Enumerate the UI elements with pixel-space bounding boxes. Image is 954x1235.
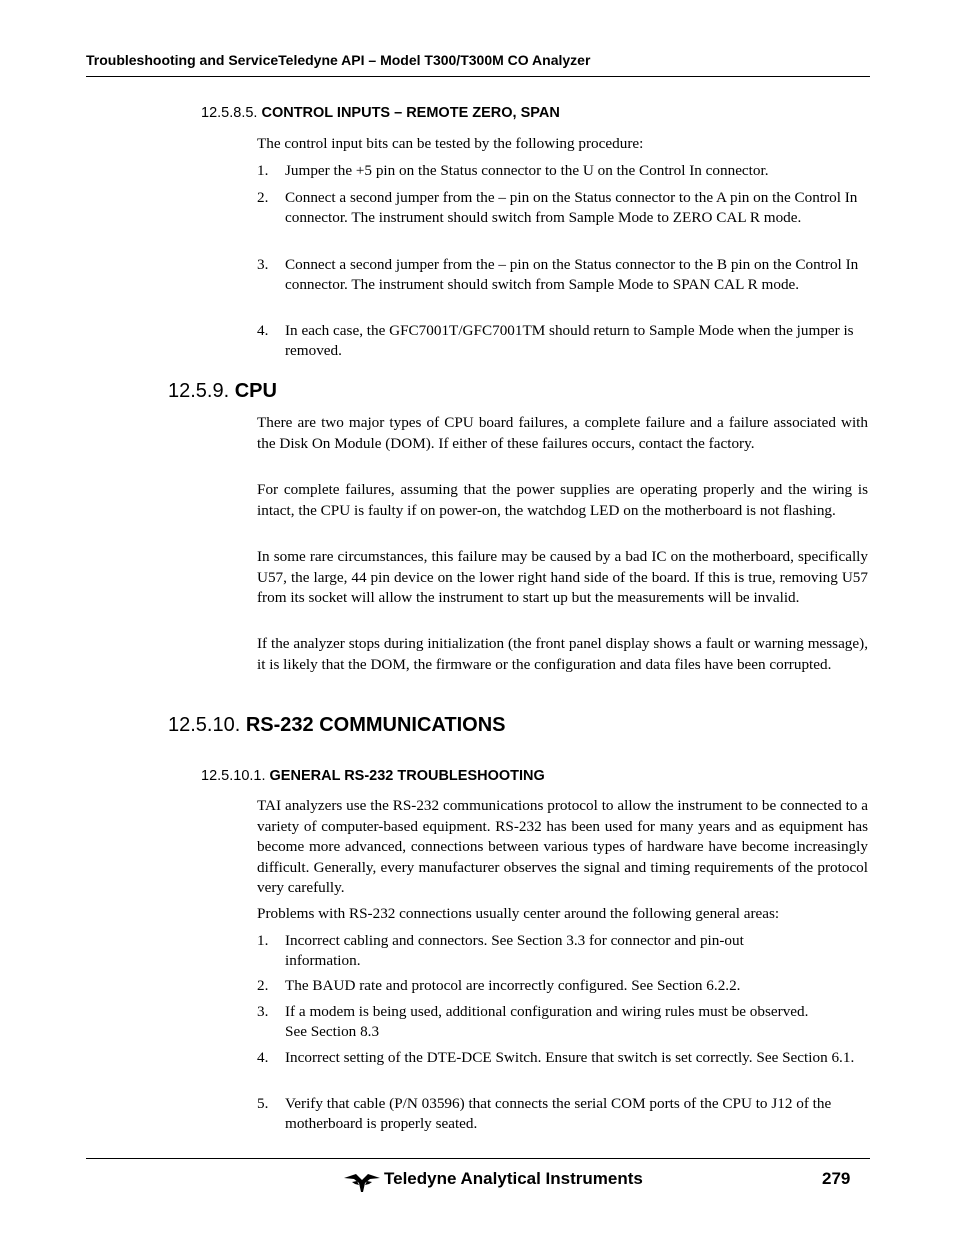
section-title: CPU: [234, 380, 277, 402]
cpu-paragraph: For complete failures, assuming that the power supplies are operating properly and the wiring is intact, the CPU is faulty if on power-on, the watchdog LED on the motherboard is not flashing.: [257, 481, 868, 519]
list-text: In each case, the GFC7001T/GFC7001TM should return to Sample Mode when the jumper is removed.: [285, 322, 854, 359]
list-text: Connect a second jumper from the – pin on the Status connector to the A pin on the Control In connector. The instrument should switch from Sample Mode to ZERO CAL R mode.: [285, 189, 858, 226]
list-item: [257, 1094, 868, 1134]
section-heading-12-5-10: [168, 714, 506, 737]
footer-company: Teledyne Analytical Instruments: [384, 1169, 643, 1188]
cpu-paragraph: In some rare circumstances, this failure may be caused by a bad IC on the motherboard, specifically U57, the large, 44 pin device on the lower right hand side of the board. If this is true, removing U57 from its socket will allow the instrument to start up but the measurements will be invalid.: [257, 548, 868, 606]
list-number: 2.: [257, 189, 269, 206]
section-title: GENERAL RS-232 TROUBLESHOOTING: [269, 768, 545, 784]
list-item: [257, 321, 868, 361]
section-heading-12-5-10-1: [201, 768, 545, 784]
list-text: Incorrect cabling and connectors. See Section 3.3 for connector and pin-out information.: [285, 932, 744, 969]
list-item: [257, 255, 868, 295]
cpu-paragraph: If the analyzer stops during initialization (the front panel display shows a fault or warning message), it is likely that the DOM, the firmware or the configuration and data files have been corrupted.: [257, 635, 868, 673]
list-item: [257, 931, 868, 971]
header-rule: [86, 76, 870, 77]
rs232-paragraph: Problems with RS-232 connections usually center around the following general areas:: [257, 905, 780, 922]
section-number: 12.5.10.1.: [201, 768, 266, 784]
section-number: 12.5.10.: [168, 714, 241, 736]
list-number: 3.: [257, 1003, 269, 1020]
section-heading-12-5-8-5: [201, 105, 560, 121]
list-number: 3.: [257, 256, 269, 273]
teledyne-logo-icon: [344, 1170, 380, 1192]
list-item: [257, 188, 868, 228]
list-number: 1.: [257, 932, 269, 949]
list-number: 4.: [257, 1049, 269, 1066]
section-number: 12.5.9.: [168, 380, 230, 402]
section-title: RS-232 COMMUNICATIONS: [245, 714, 506, 736]
running-header: Troubleshooting and ServiceTeledyne API – Model T300/T300M CO Analyzer: [86, 52, 591, 68]
list-text: The BAUD rate and protocol are incorrectly configured. See Section 6.2.2.: [285, 977, 741, 994]
list-item: [257, 1002, 868, 1042]
list-number: 4.: [257, 322, 269, 339]
section-title: CONTROL INPUTS – REMOTE ZERO, SPAN: [261, 105, 560, 121]
list-text: Connect a second jumper from the – pin on the Status connector to the B pin on the Control In connector. The instrument should switch from Sample Mode to SPAN CAL R mode.: [285, 256, 859, 293]
list-number: 2.: [257, 977, 269, 994]
cpu-paragraph: There are two major types of CPU board failures, a complete failure and a failure associated with the Disk On Module (DOM). If either of these failures occurs, contact the factory.: [257, 414, 868, 452]
list-text: Incorrect setting of the DTE-DCE Switch. Ensure that switch is set correctly. See Section 6.1.: [285, 1049, 855, 1066]
control-inputs-intro: The control input bits can be tested by the following procedure:: [257, 135, 644, 152]
page-number: 279: [822, 1169, 851, 1188]
rs232-paragraph: TAI analyzers use the RS-232 communications protocol to allow the instrument to be connected to a variety of computer-based equipment. RS-232 has been used for many years and as equipment has become more advanced, connections between various types of hardware have become increasingly difficult. Generally, every manufacturer observes the signal and timing requirements of the protocol very carefully.: [257, 797, 868, 896]
list-number: 1.: [257, 162, 269, 179]
list-item: [257, 161, 868, 181]
list-item: [257, 976, 868, 996]
list-text: Verify that cable (P/N 03596) that connects the serial COM ports of the CPU to J12 of the motherboard is properly seated.: [285, 1095, 832, 1132]
list-item: [257, 1048, 868, 1068]
list-text: Jumper the +5 pin on the Status connector to the U on the Control In connector.: [285, 162, 769, 179]
footer-rule: [86, 1158, 870, 1159]
list-number: 5.: [257, 1095, 269, 1112]
section-number: 12.5.8.5.: [201, 105, 258, 121]
list-text: If a modem is being used, additional configuration and wiring rules must be observed. See Section 8.3: [285, 1003, 809, 1040]
section-heading-12-5-9: [168, 380, 277, 403]
